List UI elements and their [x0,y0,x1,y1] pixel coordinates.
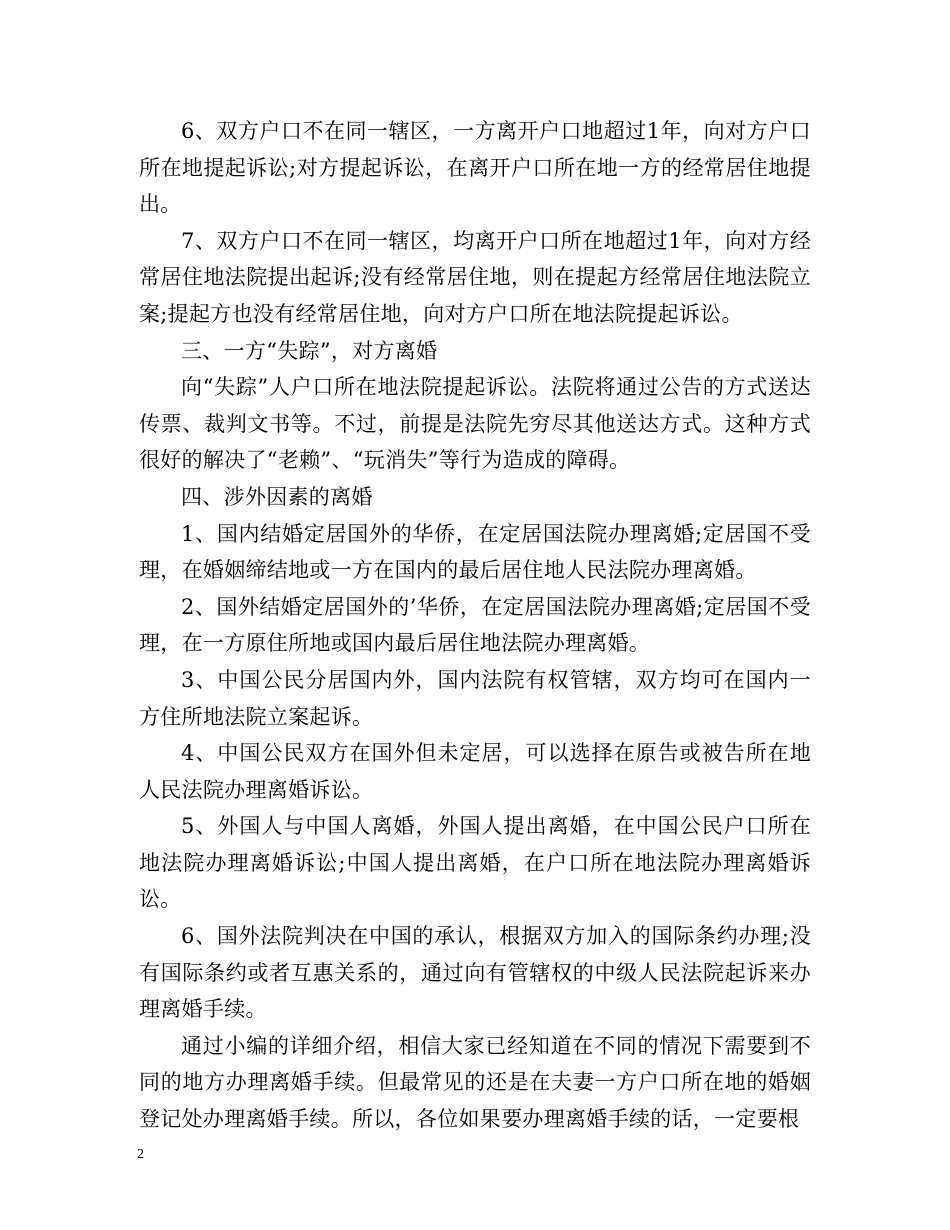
paragraph: 向“失踪”人户口所在地法院提起诉讼。法院将通过公告的方式送达传票、裁判文书等。不过，前提是法院先穷尽其他送达方式。这种方式很好的解决了“老赖”、“玩消失”等行为造成的障碍。 [139,375,811,473]
paragraph: 7、双方户口不在同一辖区，均离开户口所在地超过1年，向对方经常居住地法院提出起诉;没有经常居住地，则在提起方经常居住地法院立案;提起方也没有经常居住地，向对方户口所在地法院提起诉讼。 [139,228,811,326]
section-heading: 四、涉外因素的离婚 [181,484,373,509]
paragraph: 1、国内结婚定居国外的华侨，在定居国法院办理离婚;定居国不受理，在婚姻缔结地或一方在国内的最后居住地人民法院办理离婚。 [139,521,811,583]
paragraph: 3、中国公民分居国内外，国内法院有权管辖，双方均可在国内一方住所地法院立案起诉。 [139,667,811,729]
paragraph: 6、双方户口不在同一辖区，一方离开户口地超过1年，向对方户口所在地提起诉讼;对方提起诉讼，在离开户口所在地一方的经常居住地提出。 [139,119,811,217]
paragraph: 通过小编的详细介绍，相信大家已经知道在不同的情况下需要到不同的地方办理离婚手续。但最常见的还是在夫妻一方户口所在地的婚姻登记处办理离婚手续。所以，各位如果要办理离婚手续的话，一定要根 [139,1033,811,1132]
paragraph: 2、国外结婚定居国外的’华侨，在定居国法院办理离婚;定居国不受理，在一方原住所地或国内最后居住地法院办理离婚。 [139,594,811,656]
page-number: 2 [137,1147,144,1162]
paragraph: 6、国外法院判决在中国的承认，根据双方加入的国际条约办理;没有国际条约或者互惠关系的，通过向有管辖权的中级人民法院起诉来办理离婚手续。 [139,924,811,1022]
paragraph: 5、外国人与中国人离婚，外国人提出离婚，在中国公民户口所在地法院办理离婚诉讼;中国人提出离婚，在户口所在地法院办理离婚诉讼。 [139,814,811,912]
section-heading: 三、一方“失踪”，对方离婚 [181,338,438,363]
paragraph: 4、中国公民双方在国外但未定居，可以选择在原告或被告所在地人民法院办理离婚诉讼。 [139,741,811,802]
body-text [139,113,811,1138]
